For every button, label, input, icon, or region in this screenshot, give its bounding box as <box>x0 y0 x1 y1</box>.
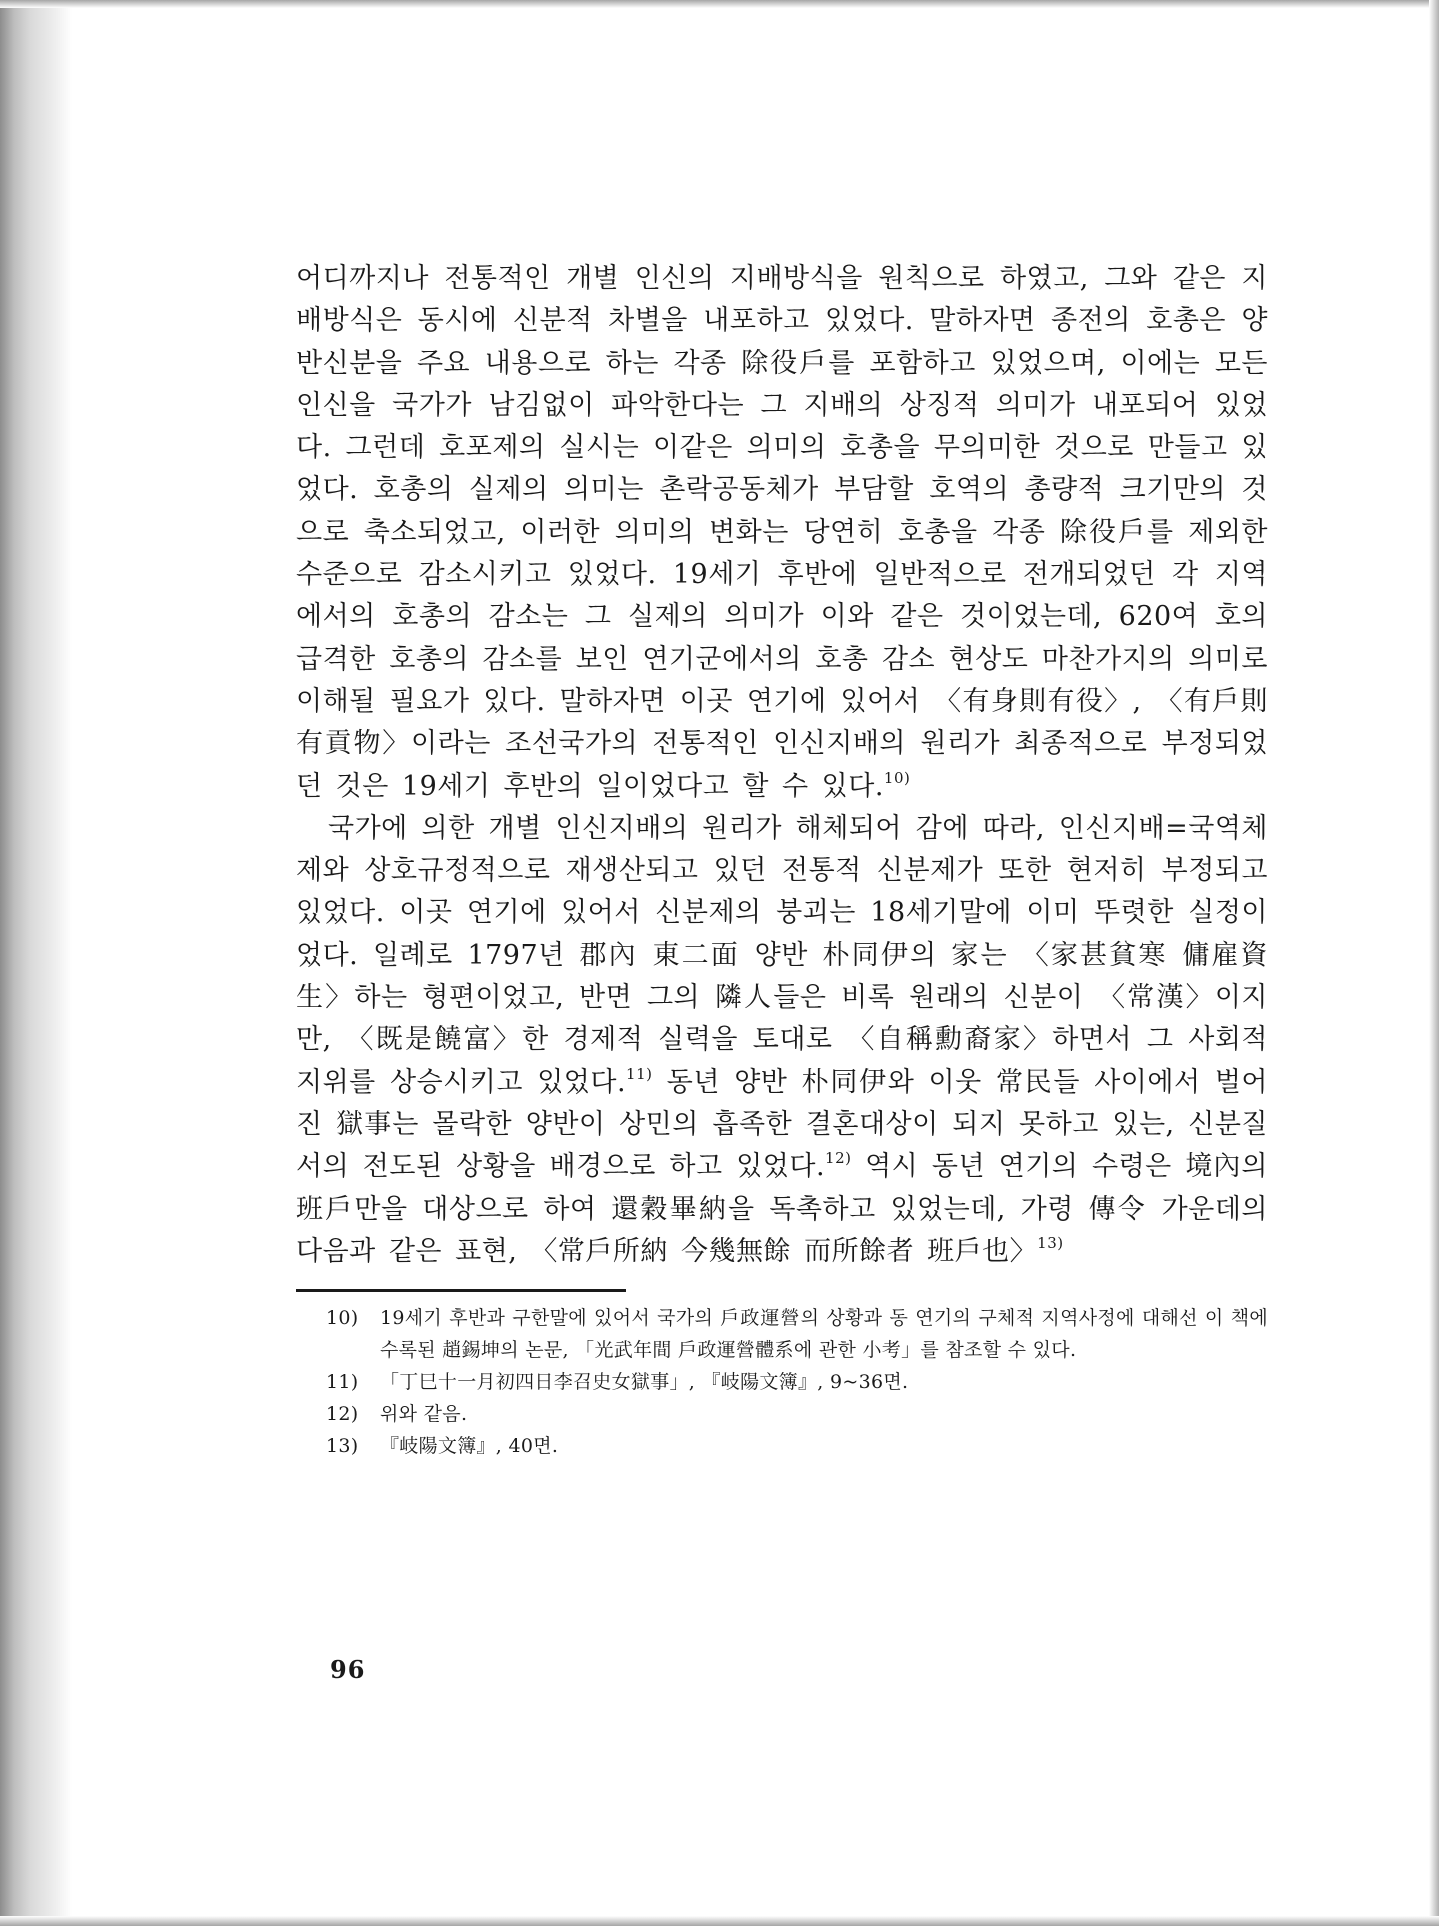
paragraph-2-segment-3: 역시 동년 연기의 수령은 境內의 班戶만을 대상으로 하여 還穀畢納을 독촉하고 있었는데, 가령 傳令 가운데의 다음과 같은 표현, 〈常戶所納 今幾無餘 而所餘者 班戶也〉 <box>296 1151 1268 1267</box>
paragraph-2-segment-2: 동년 양반 朴同伊와 이웃 常民들 사이에서 벌어진 獄事는 몰락한 양반이 상민의 흡족한 결혼대상이 되지 못하고 있는, 신분질서의 전도된 상황을 배경으로 하고 있었다. <box>296 1066 1268 1183</box>
page-edge-shadow-left <box>0 0 72 1926</box>
page-number: 96 <box>330 1655 366 1684</box>
page-edge-shadow-top <box>0 0 1439 8</box>
footnote-ref-13[interactable]: 13) <box>1037 1233 1064 1252</box>
paragraph-1-text: 어디까지나 전통적인 개별 인신의 지배방식을 원칙으로 하였고, 그와 같은 지배방식은 동시에 신분적 차별을 내포하고 있었다. 말하자면 종전의 호총은 양반신분을 주요 내용으로 하는 각종 除役戶를 포함하고 있었으며, 이에는 모든 인신을 국가가 남김없이 파악한다는 그 지배의 상징적 의미가 내포되어 있었다. 그런데 호포제의 실시는 이같은 의미의 호총을 무의미한 것으로 만들고 있었다. 호총의 실제의 의미는 촌락공동체가 부담할 호역의 총량적 크기만의 것으로 축소되었고, 이러한 의미의 변화는 당연히 호총을 각종 除役戶를 제외한 수준으로 감소시키고 있었다. 19세기 후반에 일반적으로 전개되었던 각 지역에서의 호총의 감소는 그 실제의 의미가 이와 같은 것이었는데, 620여 호의 급격한 호총의 감소를 보인 연기군에서의 호총 감소 현상도 마찬가지의 의미로 이해될 필요가 있다. 말하자면 이곳 연기에 있어서 〈有身則有役〉, 〈有戶則有貢物〉이라는 조선국가의 전통적인 인신지배의 원리가 최종적으로 부정되었던 것은 19세기 후반의 일이었다고 할 수 있다. <box>296 263 1268 802</box>
footnote-number: 11) <box>326 1371 359 1394</box>
page-edge-shadow-bottom <box>0 1916 1439 1926</box>
footnote-ref-11[interactable]: 11) <box>626 1064 653 1083</box>
footnote-number: 12) <box>326 1403 359 1426</box>
footnote-text: 「丁巳十一月初四日李召史女獄事」, 『岐陽文簿』, 9~36면. <box>380 1371 909 1394</box>
footnote-text: 위와 같음. <box>380 1403 468 1426</box>
page-content <box>296 258 1268 1462</box>
body-paragraph-2 <box>296 808 1268 1273</box>
footnote-12 <box>326 1398 1268 1430</box>
footnote-number: 13) <box>326 1435 359 1458</box>
footnote-divider <box>296 1289 626 1292</box>
paragraph-2-segment-1: 국가에 의한 개별 인신지배의 원리가 해체되어 감에 따라, 인신지배=국역체제와 상호규정적으로 재생산되고 있던 전통적 신분제가 또한 현저히 부정되고 있었다. 이곳 연기에 있어서 신분제의 붕괴는 18세기말에 이미 뚜렷한 실정이었다. 일례로 1797년 郡內 東二面 양반 朴同伊의 家는 〈家甚貧寒 傭雇資生〉하는 형편이었고, 반면 그의 隣人들은 비록 원래의 신분이 〈常漢〉이지만, 〈既是饒富〉한 경제적 실력을 토대로 〈自稱勳裔家〉하면서 그 사회적 지위를 상승시키고 있었다. <box>296 812 1268 1098</box>
footnote-13 <box>326 1430 1268 1462</box>
footnote-number: 10) <box>326 1307 359 1330</box>
footnote-text: 19세기 후반과 구한말에 있어서 국가의 戶政運營의 상황과 동 연기의 구체적 지역사정에 대해선 이 책에 수록된 趙錫坤의 논문, 「光武年間 戶政運營體系에 관한 小考」를 참조할 수 있다. <box>380 1307 1268 1362</box>
body-paragraph-1 <box>296 258 1268 808</box>
footnote-10 <box>326 1302 1268 1366</box>
footnote-11 <box>326 1366 1268 1398</box>
page-edge-shadow-right <box>1429 0 1439 1926</box>
footnote-ref-10[interactable]: 10) <box>883 768 911 787</box>
footnote-ref-12[interactable]: 12) <box>825 1149 852 1168</box>
footnote-text: 『岐陽文簿』, 40면. <box>380 1435 559 1458</box>
footnotes-list <box>296 1302 1268 1462</box>
